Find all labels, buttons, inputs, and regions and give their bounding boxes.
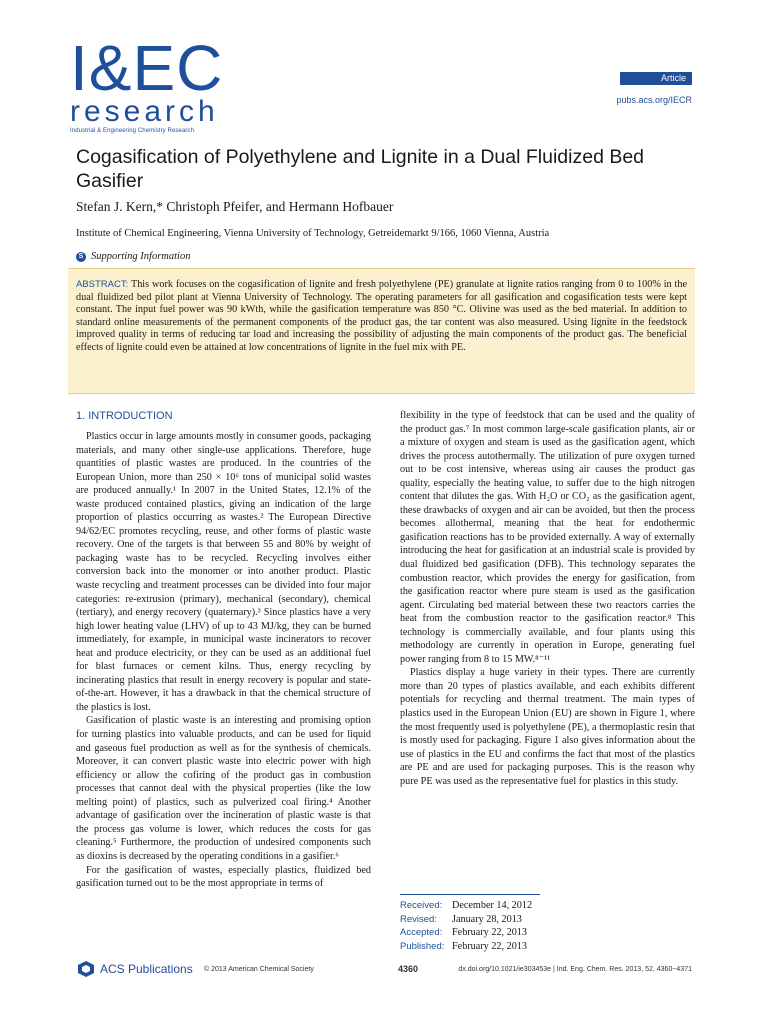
- supporting-info-icon: S: [76, 252, 86, 262]
- date-label: Received:: [400, 900, 443, 911]
- logo-subtitle: Industrial & Engineering Chemistry Research: [70, 128, 195, 134]
- date-value: December 14, 2012: [452, 900, 533, 911]
- date-value: February 22, 2013: [452, 940, 527, 952]
- acs-publications-logo[interactable]: [76, 960, 193, 978]
- acs-hexagon-icon: [76, 960, 96, 978]
- paragraph: flexibility in the type of feedstock that can be used and the quality of the product gas.⁷ In most common large-scale gasification plants, air or a mixture of oxygen and steam is used as the gasification agent, which drives the process autothermally. The utilization of pure oxygen turned out to be cost intensive, whereas using air causes the product gas quality, especially the heating value, to suffer due to the high nitrogen content that dilutes the gas. With H₂O or CO₂ as the gasification agent, these drawbacks of oxygen and air can be avoided, but then the process becomes allothermal, meaning that the heat for endothermic gasification reactions has to be provided externally. A way of externally introducing the heat for gasification at an industrial scale is provided by dual fluidized bed gasification (DFB). This technology separates the combustion reactor, which provides the energy for gasification, from the gasification reactor where pure steam is used as the gasification agent. Circulating bed material between these two reactors carries the heat from the combustion reactor to the gasification reactor.⁸ This technology is commercially available, and four plants using this methodology are currently in operation in Europe, generating fuel power ranging from 8 to 15 MW.⁸⁻¹¹: [400, 410, 695, 665]
- right-column: [400, 409, 695, 788]
- doi-citation[interactable]: dx.doi.org/10.1021/ie303453e | Ind. Eng. Chem. Res. 2013, 52, 4360−4371: [458, 966, 692, 973]
- logo-main-text: I&EC: [70, 32, 224, 104]
- article-type-tag: Article: [620, 72, 692, 85]
- abstract-box: [68, 268, 695, 394]
- article-title: Cogasification of Polyethylene and Lignite in a Dual Fluidized Bed Gasifier: [76, 146, 645, 192]
- affiliation: Institute of Chemical Engineering, Vienna University of Technology, Getreidemarkt 9/166, 1060 Vienna, Austria: [76, 228, 550, 239]
- publisher-name: ACS Publications: [100, 962, 193, 976]
- paragraph: For the gasification of wastes, especially plastics, fluidized bed gasification turned out to be the most appropriate in terms of: [76, 864, 371, 890]
- paragraph: Gasification of plastic waste is an interesting and promising option for turning plastics into valuable products, and can be used for liquid and gaseous fuel production as well as for the synthesis of chemicals. Moreover, it can convert plastic waste into electric power with high efficiency or allow the cofiring of the product gas in combustion processes that cannot deal with the physical properties (like the low melting point) of plastics, such as pulverized coal firing.⁴ Another advantage of gasification over the incineration of plastic waste is that the process gas volume is lower, which reduces the costs for gas cleaning.⁵ Furthermore, the production of undesired components such as dioxins is decreased by the operating conditions in a gasifier.⁶: [76, 715, 371, 862]
- page-footer: [76, 958, 692, 982]
- copyright: © 2013 American Chemical Society: [204, 966, 314, 973]
- date-label: Published:: [400, 940, 445, 952]
- date-label: Accepted:: [400, 927, 443, 938]
- paragraph: Plastics display a huge variety in their types. There are currently more than 20 types of plastics available, and each exhibits different potentials for recycling and thermal treatment. The main types of plastics used in the European Union (EU) are shown in Figure 1, where the most frequently used is polyethylene (PE), a thermoplastic resin that is mostly used for packaging. Figure 1 also gives information about the use of plastics in the EU and confirms the fact that most of the plastics are PE and are used for packaging purposes. This is the reason why pure PE was used as the representative fuel for plastics in this study.: [400, 667, 695, 787]
- section-heading-introduction: 1. INTRODUCTION: [76, 410, 173, 422]
- date-label: Revised:: [400, 913, 437, 925]
- publication-dates: [400, 894, 540, 953]
- date-row: [400, 926, 540, 940]
- supporting-info-link[interactable]: [76, 251, 190, 262]
- journal-logo: [70, 32, 224, 134]
- author-list: Stefan J. Kern,* Christoph Pfeifer, and Hermann Hofbauer: [76, 199, 394, 214]
- date-value: January 28, 2013: [452, 913, 522, 925]
- journal-url[interactable]: pubs.acs.org/IECR: [616, 95, 692, 105]
- date-row: [400, 913, 540, 927]
- date-row: [400, 899, 540, 913]
- page-number: 4360: [398, 964, 419, 974]
- date-row: [400, 940, 540, 954]
- logo-research-text: research: [70, 95, 219, 128]
- left-column: [76, 430, 371, 891]
- abstract-text: This work focuses on the cogasification of lignite and fresh polyethylene (PE) granulate at lignite ratios ranging from 0 to 100% in the dual fluidized bed pilot plant at Vienna University of Technology. The operating parameters for all gasification and cogasification tests were kept constant. The input fuel power was 90 kWth, while the gasification temperature was 850 °C. Olivine was used as the bed material. In addition to standard online measurements of the permanent components of the product gas, the tar content was also measured. Using lignite in the feedstock improved quality in terms of reducing tar load and increasing the possibility of adjusting the main components of the product gas. The beneficial effects of lignite could even be attained at low concentrations of lignite in the fuel mix with PE.: [76, 279, 687, 353]
- date-value: February 22, 2013: [452, 927, 527, 938]
- paragraph: Plastics occur in large amounts mostly in consumer goods, packaging materials, and many other single-use applications. Therefore, huge quantities of plastic wastes are produced. In the countries of the European Union, more than 250 × 10⁶ tons of municipal solid wastes are produced annually.¹ In 2007 in the United States, 12.1% of the waste produced contained plastics, giving an indication of the large proportion of plastics occurring as wastes.² The European Directive 94/62/EC promotes recycling, reuse, and other forms of plastic waste recovery. One of the targets is that between 55 and 80% by weight of packaging waste has to be recycled. Recycling involves either conversion back into the monomer or into another product. Plastic waste recycling and treatment processes can be divided into four major categories: re-extrusion (primary), mechanical (secondary), chemical (tertiary), and energy recovery (quaternary).³ Since plastics have a very high lower heating value (LHV) of up to 43 MJ/kg, they can be burned immediately, for example, in municipal waste incinerators to recover heat and produce electricity, or they can be used as an additional fuel for blast furnaces or cement kilns. Thus, energy recycling by incinerating plastics that result in energy recovery is popular and state-of-the-art. However, it has a drawback in that the chemical structure of the plastics is lost.: [76, 431, 371, 713]
- abstract-label: ABSTRACT:: [76, 279, 129, 290]
- supporting-info-label: Supporting Information: [91, 251, 191, 262]
